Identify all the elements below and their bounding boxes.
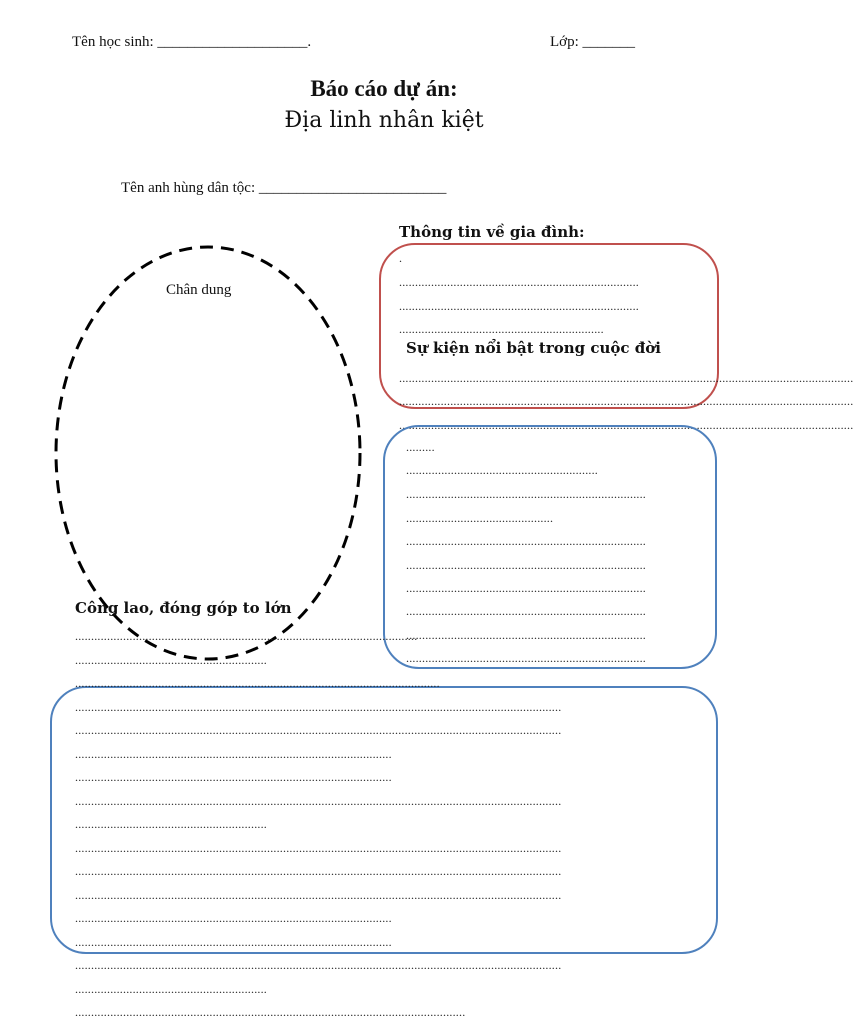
hero-name-field: Tên anh hùng dân tộc: _________________________ (121, 180, 447, 196)
family-line: .............................................................................................................................................. (399, 418, 853, 432)
contrib-line: ........................................................................................................................................................ (75, 888, 562, 902)
student-name-field: Tên học sinh: ____________________. (72, 34, 312, 50)
events-line: ........................................................................... (406, 628, 646, 642)
family-line: ................................................................ (399, 322, 604, 336)
page-title: Báo cáo dự án: (310, 76, 458, 101)
contrib-line: .......................................................................................................................... (75, 1005, 466, 1019)
contrib-line: ................................................................................................... (75, 747, 392, 761)
contrib-line: ........................................................................................................................................................ (75, 841, 562, 855)
family-line: ........................................................................... (399, 275, 639, 289)
contrib-line: ................................................................................................... (75, 911, 392, 925)
events-line: ........................................................................... (406, 604, 646, 618)
family-info-heading: Thông tin về gia đình: (399, 223, 585, 241)
class-field: Lớp: _______ (550, 34, 636, 50)
events-heading: Sự kiện nổi bật trong cuộc đời (406, 339, 661, 357)
events-line: ........................................................................... (406, 558, 646, 572)
events-line: ........................................................................... (406, 487, 646, 501)
contrib-line: ........................................................................................................................................................ (75, 864, 562, 878)
contrib-line: ........................................................................................................................................................ (75, 794, 562, 808)
contrib-line: ............................................................ (75, 653, 267, 667)
contrib-line: .................................................................................................................. (75, 676, 440, 690)
contrib-line: ........................................................................................................................................................ (75, 958, 562, 972)
contrib-line: ........................................................................................................... (75, 629, 418, 643)
family-line: .............................................................................................................................................. (399, 394, 853, 408)
events-line: ........................................................................... (406, 534, 646, 548)
contrib-line: ............................................................ (75, 982, 267, 996)
family-line: ........................................................................... (399, 299, 639, 313)
family-line: .............................................................................................................................................. (399, 371, 853, 385)
contrib-line: ................................................................................................... (75, 935, 392, 949)
events-line: ........................................................................... (406, 581, 646, 595)
page-subtitle: Địa linh nhân kiệt (284, 108, 484, 133)
events-line: ........................................................................... (406, 651, 646, 665)
family-line: ......... (406, 440, 435, 454)
contrib-line: ........................................................................................................................................................ (75, 723, 562, 737)
contrib-line: ............................................................ (75, 817, 267, 831)
family-line: . (399, 251, 403, 265)
events-line: ............................................................ (406, 463, 598, 477)
portrait-label: Chân dung (166, 282, 232, 298)
contrib-line: ................................................................................................... (75, 770, 392, 784)
contrib-line: ........................................................................................................................................................ (75, 700, 562, 714)
events-line: .............................................. (406, 511, 554, 525)
contributions-heading: Công lao, đóng góp to lớn (75, 599, 292, 617)
